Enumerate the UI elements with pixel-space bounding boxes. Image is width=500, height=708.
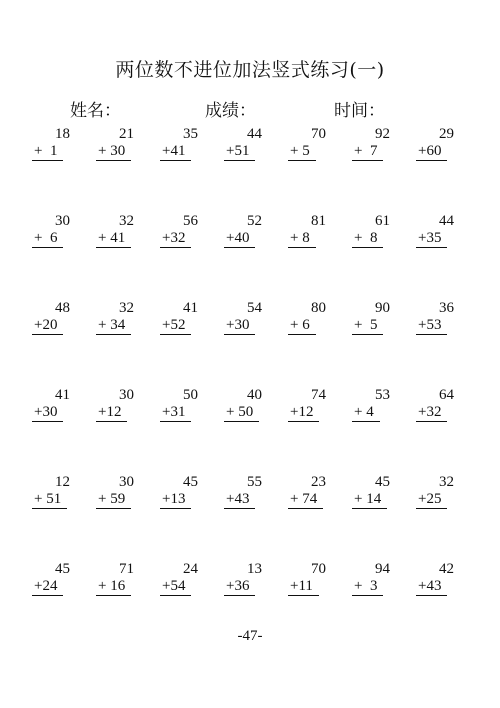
addend-bottom: + 6 (288, 317, 316, 335)
addend-bottom: +31 (160, 404, 191, 422)
addition-problem (412, 126, 466, 213)
addition-problem (156, 474, 210, 561)
addition-problem (284, 126, 338, 213)
addition-problem (156, 126, 210, 213)
addition-problem (348, 387, 402, 474)
addend-bottom: +24 (32, 578, 63, 596)
addend-bottom: +43 (224, 491, 255, 509)
addend-top: 70 (311, 561, 326, 577)
addend-top: 53 (375, 387, 390, 403)
addend-top: 40 (247, 387, 262, 403)
addition-problem (348, 474, 402, 561)
addend-top: 42 (439, 561, 454, 577)
addition-problem (412, 300, 466, 387)
addend-bottom: + 3 (352, 578, 383, 596)
addend-top: 55 (247, 474, 262, 490)
problem-row (28, 213, 468, 300)
addition-problem (412, 474, 466, 561)
worksheet-title: 两位数不进位加法竖式练习(一) (115, 59, 385, 81)
addition-problem (284, 300, 338, 387)
addend-bottom: + 41 (96, 230, 131, 248)
addend-bottom: +52 (160, 317, 191, 335)
addition-problem (348, 300, 402, 387)
addition-problem (28, 474, 82, 561)
addend-bottom: +30 (224, 317, 255, 335)
addend-bottom: + 74 (288, 491, 323, 509)
name-label: 姓名： (70, 101, 121, 121)
addend-top: 32 (439, 474, 454, 490)
addend-top: 56 (183, 213, 198, 229)
addend-bottom: + 1 (32, 143, 63, 161)
addend-top: 30 (119, 387, 134, 403)
addend-bottom: +13 (160, 491, 191, 509)
addition-problem (348, 126, 402, 213)
addend-bottom: + 50 (224, 404, 259, 422)
addend-bottom: +36 (224, 578, 255, 596)
addend-top: 45 (183, 474, 198, 490)
addend-bottom: + 6 (32, 230, 63, 248)
problem-row (28, 474, 468, 561)
problem-grid (28, 126, 468, 648)
addend-top: 52 (247, 213, 262, 229)
addend-top: 81 (311, 213, 326, 229)
addend-bottom: +60 (416, 143, 447, 161)
addition-problem (220, 387, 274, 474)
addend-bottom: + 16 (96, 578, 131, 596)
addend-top: 48 (55, 300, 70, 316)
addend-bottom: + 59 (96, 491, 131, 509)
problem-row (28, 126, 468, 213)
addend-top: 21 (119, 126, 134, 142)
addition-problem (92, 387, 146, 474)
addition-problem (220, 300, 274, 387)
addition-problem (28, 300, 82, 387)
addend-top: 12 (55, 474, 70, 490)
addend-top: 41 (55, 387, 70, 403)
addend-bottom: +25 (416, 491, 447, 509)
addend-bottom: +20 (32, 317, 63, 335)
addition-problem (92, 300, 146, 387)
addend-bottom: +54 (160, 578, 191, 596)
addend-top: 92 (375, 126, 390, 142)
addition-problem (220, 474, 274, 561)
addition-problem (284, 474, 338, 561)
addend-top: 80 (311, 300, 326, 316)
addend-bottom: + 4 (352, 404, 380, 422)
addend-top: 70 (311, 126, 326, 142)
addend-bottom: + 5 (352, 317, 383, 335)
addend-top: 90 (375, 300, 390, 316)
addend-bottom: +32 (160, 230, 191, 248)
addend-top: 94 (375, 561, 390, 577)
addend-top: 30 (119, 474, 134, 490)
addend-top: 41 (183, 300, 198, 316)
addend-bottom: + 8 (352, 230, 383, 248)
addend-top: 54 (247, 300, 262, 316)
addend-bottom: + 5 (288, 143, 316, 161)
addition-problem (28, 126, 82, 213)
addend-bottom: + 51 (32, 491, 67, 509)
page-number: -47- (237, 628, 263, 644)
addend-bottom: +51 (224, 143, 255, 161)
addend-top: 29 (439, 126, 454, 142)
addend-bottom: +41 (160, 143, 191, 161)
addend-bottom: +30 (32, 404, 63, 422)
addend-bottom: +11 (288, 578, 319, 596)
addend-bottom: + 7 (352, 143, 383, 161)
addend-top: 64 (439, 387, 454, 403)
addition-problem (156, 387, 210, 474)
addend-top: 32 (119, 213, 134, 229)
addend-top: 32 (119, 300, 134, 316)
addend-bottom: +12 (96, 404, 127, 422)
addend-bottom: + 14 (352, 491, 387, 509)
addend-bottom: +12 (288, 404, 319, 422)
addend-top: 13 (247, 561, 262, 577)
addend-top: 35 (183, 126, 198, 142)
addition-problem (348, 213, 402, 300)
addition-problem (412, 387, 466, 474)
score-label: 成绩： (205, 101, 256, 121)
addend-top: 45 (55, 561, 70, 577)
addend-bottom: + 34 (96, 317, 131, 335)
addition-problem (28, 387, 82, 474)
addend-bottom: + 8 (288, 230, 316, 248)
addend-top: 45 (375, 474, 390, 490)
addend-bottom: +35 (416, 230, 447, 248)
addition-problem (412, 213, 466, 300)
addition-problem (284, 387, 338, 474)
addend-bottom: + 30 (96, 143, 131, 161)
addition-problem (156, 300, 210, 387)
addend-bottom: +53 (416, 317, 447, 335)
addition-problem (92, 126, 146, 213)
addition-problem (284, 213, 338, 300)
addend-top: 71 (119, 561, 134, 577)
addition-problem (92, 474, 146, 561)
addend-bottom: +32 (416, 404, 447, 422)
addend-top: 30 (55, 213, 70, 229)
addend-top: 44 (439, 213, 454, 229)
problem-row (28, 300, 468, 387)
addend-top: 44 (247, 126, 262, 142)
addend-top: 61 (375, 213, 390, 229)
addition-problem (28, 213, 82, 300)
addition-problem (92, 213, 146, 300)
addend-bottom: +43 (416, 578, 447, 596)
addend-top: 36 (439, 300, 454, 316)
addend-top: 50 (183, 387, 198, 403)
addend-bottom: +40 (224, 230, 255, 248)
addition-problem (156, 213, 210, 300)
addend-top: 74 (311, 387, 326, 403)
addend-top: 23 (311, 474, 326, 490)
time-label: 时间： (334, 101, 385, 121)
addition-problem (220, 213, 274, 300)
addend-top: 18 (55, 126, 70, 142)
addend-top: 24 (183, 561, 198, 577)
problem-row (28, 387, 468, 474)
addition-problem (220, 126, 274, 213)
